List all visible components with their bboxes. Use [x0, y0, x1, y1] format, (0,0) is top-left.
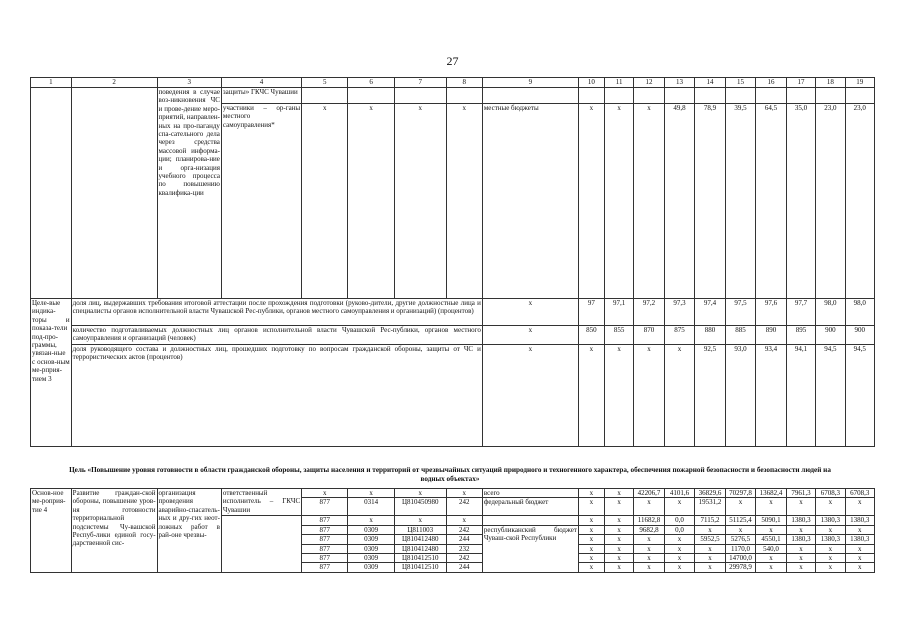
- header-cell: 9: [482, 78, 578, 88]
- value-cell: 92,5: [695, 345, 726, 447]
- value-cell: 23,0: [845, 104, 874, 299]
- value-cell: 98,0: [816, 299, 845, 326]
- header-cell: 10: [578, 78, 604, 88]
- value-cell: 890: [756, 326, 787, 345]
- cell: х: [348, 489, 394, 498]
- value-cell: х: [604, 544, 633, 553]
- value-cell: х: [786, 554, 815, 563]
- value-cell: 880: [695, 326, 726, 345]
- value-cell: 29978,9: [725, 563, 756, 572]
- cell: х: [446, 104, 482, 299]
- value-cell: 94,5: [845, 345, 874, 447]
- value-cell: 5952,5: [695, 535, 726, 544]
- value-cell: х: [695, 563, 726, 572]
- cell: 0314: [348, 498, 394, 516]
- value-cell: х: [664, 563, 695, 572]
- cell: Ц810450980: [394, 498, 446, 516]
- value-cell: х: [664, 345, 695, 447]
- indicator-text: доля лиц, выдержавших требования итоговой аттестации после прохождения подготовки (руково-дители, другие должностные лица и специалисты органов исполнительной власти Чувашской Рес-публики, органов местного самоуправления и организаций) (процентов): [71, 299, 482, 326]
- value-cell: х: [786, 563, 815, 572]
- value-cell: 35,0: [786, 104, 815, 299]
- indicator-text: количество подготавливаемых должностных лиц органов исполнительной власти Чувашской Рес-публики, органов местного самоуправления и организаций (человек): [71, 326, 482, 345]
- value-cell: х: [634, 498, 665, 516]
- table-row: [31, 88, 875, 104]
- cell: 877: [302, 525, 348, 534]
- cell: 0309: [348, 544, 394, 553]
- value-cell: 49,8: [664, 104, 695, 299]
- value-cell: х: [634, 544, 665, 553]
- value-cell: 36829,6: [695, 489, 726, 498]
- value-cell: х: [725, 525, 756, 534]
- cell: х: [348, 104, 394, 299]
- value-cell: 94,5: [816, 345, 845, 447]
- value-cell: 875: [664, 326, 695, 345]
- value-cell: х: [845, 525, 874, 534]
- value-cell: 78,9: [695, 104, 726, 299]
- value-cell: 94,1: [786, 345, 815, 447]
- value-cell: х: [664, 544, 695, 553]
- cell: 877: [302, 544, 348, 553]
- value-cell: х: [756, 563, 787, 572]
- indicator-row: [31, 299, 875, 326]
- program-table-bottom: [30, 488, 875, 573]
- header-cell: 8: [446, 78, 482, 88]
- value-cell: 64,5: [756, 104, 787, 299]
- value-cell: 42206,7: [634, 489, 665, 498]
- header-cell: 18: [816, 78, 845, 88]
- cell: 877: [302, 554, 348, 563]
- value-cell: х: [725, 498, 756, 516]
- cell: 242: [446, 554, 482, 563]
- value-cell: х: [578, 535, 604, 544]
- header-cell: 17: [786, 78, 815, 88]
- cell: 242: [446, 525, 482, 534]
- participants: участники – ор-ганы местного самоуправления*: [221, 104, 301, 299]
- cell: Ц810412510: [394, 563, 446, 572]
- value-cell: 900: [816, 326, 845, 345]
- cell: х: [446, 516, 482, 525]
- value-cell: х: [634, 554, 665, 563]
- value-cell: х: [786, 498, 815, 516]
- value-cell: 98,0: [845, 299, 874, 326]
- header-cell: 13: [664, 78, 695, 88]
- value-cell: х: [578, 104, 604, 299]
- value-cell: 5276,5: [725, 535, 756, 544]
- value-cell: 1380,3: [786, 535, 815, 544]
- value-cell: 6708,3: [845, 489, 874, 498]
- cell: 877: [302, 535, 348, 544]
- value-cell: х: [634, 535, 665, 544]
- header-cell: 3: [157, 78, 221, 88]
- indicator-row: [31, 326, 875, 345]
- value-cell: 4550,1: [756, 535, 787, 544]
- value-cell: х: [816, 498, 845, 516]
- header-cell: 12: [634, 78, 665, 88]
- cell: х: [482, 345, 578, 447]
- value-cell: х: [578, 516, 604, 525]
- header-row: [31, 78, 875, 88]
- cell: х: [446, 489, 482, 498]
- value-cell: х: [578, 544, 604, 553]
- main-activity-name: Развитие граждан-ской обороны, повышение уров-ня готовности территориальной подсистемы Чу-вашской Респуб-лики единой госу-дарственной сис-: [71, 489, 157, 573]
- value-cell: 7961,3: [786, 489, 815, 498]
- value-cell: х: [816, 554, 845, 563]
- value-cell: 7115,2: [695, 516, 726, 525]
- header-cell: 6: [348, 78, 394, 88]
- cell: 877: [302, 563, 348, 572]
- value-cell: 855: [604, 326, 633, 345]
- value-cell: х: [578, 525, 604, 534]
- main-activity-label: Основ-ное ме-роприя-тие 4: [31, 489, 72, 573]
- funding-source: федеральный бюджет: [482, 498, 578, 516]
- cell: х: [348, 516, 394, 525]
- value-cell: 11682,8: [634, 516, 665, 525]
- value-cell: 1380,3: [845, 535, 874, 544]
- value-cell: 1170,0: [725, 544, 756, 553]
- cell: 242: [446, 498, 482, 516]
- value-cell: 93,0: [725, 345, 756, 447]
- value-cell: х: [664, 498, 695, 516]
- cell: х: [394, 516, 446, 525]
- value-cell: 0,0: [664, 516, 695, 525]
- value-cell: 19531,2: [695, 498, 726, 516]
- value-cell: х: [756, 498, 787, 516]
- cell: 0309: [348, 554, 394, 563]
- value-cell: х: [634, 104, 665, 299]
- value-cell: х: [578, 345, 604, 447]
- cell: 244: [446, 535, 482, 544]
- value-cell: х: [604, 535, 633, 544]
- value-cell: х: [695, 554, 726, 563]
- value-cell: 97: [578, 299, 604, 326]
- table-row: [31, 489, 875, 498]
- goal-heading: Цель «Повышение уровня готовности в области гражданской обороны, защиты населения и территорий от чрезвычайных ситуаций природного и техногенного характера, обеспечения пожарной безопасности и безопасности людей на водных объектах»: [69, 466, 831, 483]
- value-cell: х: [604, 554, 633, 563]
- funding-source: республиканский бюджет Чуваш-ской Республики: [482, 525, 578, 572]
- value-cell: 97,3: [664, 299, 695, 326]
- value-cell: х: [578, 489, 604, 498]
- value-cell: 6708,3: [816, 489, 845, 498]
- value-cell: 97,4: [695, 299, 726, 326]
- value-cell: 1380,3: [816, 535, 845, 544]
- value-cell: 1380,3: [845, 516, 874, 525]
- cell: 232: [446, 544, 482, 553]
- value-cell: х: [816, 563, 845, 572]
- cell: 877: [302, 498, 348, 516]
- value-cell: 900: [845, 326, 874, 345]
- cell: 0309: [348, 563, 394, 572]
- cell: 0309: [348, 525, 394, 534]
- responsible-executor: ответственный исполнитель – ГКЧС Чувашии: [221, 489, 301, 516]
- value-cell: 97,7: [786, 299, 815, 326]
- value-cell: 97,5: [725, 299, 756, 326]
- value-cell: 1380,3: [816, 516, 845, 525]
- header-cell: 4: [221, 78, 301, 88]
- cell: 877: [302, 516, 348, 525]
- cell: х: [302, 489, 348, 498]
- cell: х: [482, 326, 578, 345]
- value-cell: х: [578, 563, 604, 572]
- cell: 244: [446, 563, 482, 572]
- value-cell: х: [695, 525, 726, 534]
- header-cell: 11: [604, 78, 633, 88]
- cell: Ц810412480: [394, 535, 446, 544]
- value-cell: х: [695, 544, 726, 553]
- value-cell: 9682,8: [634, 525, 665, 534]
- value-cell: х: [845, 498, 874, 516]
- indicator-row: [31, 345, 875, 447]
- value-cell: 4101,6: [664, 489, 695, 498]
- header-cell: 5: [302, 78, 348, 88]
- cell: х: [302, 104, 348, 299]
- value-cell: х: [816, 544, 845, 553]
- activity-description: поведения в случае воз-никновения ЧС и прове-дение меро-приятий, направлен-ных на про-паганду спа-сательного дела через средства массовой информа-ции; планирова-ние и орга-низация учебного процесса по повышению квалифика-ции: [157, 88, 221, 299]
- cell: Ц810412480: [394, 544, 446, 553]
- value-cell: 97,2: [634, 299, 665, 326]
- value-cell: х: [604, 498, 633, 516]
- cell: Ц810412510: [394, 554, 446, 563]
- header-cell: 2: [71, 78, 157, 88]
- indicators-label: Целе-вые индика-торы и показа-тели под-про-граммы, увязан-ные с основ-ным ме-рприя-тием 3: [31, 299, 72, 447]
- value-cell: х: [786, 544, 815, 553]
- funding-source: местные бюджеты: [482, 104, 578, 299]
- cell: х: [482, 299, 578, 326]
- value-cell: х: [604, 516, 633, 525]
- value-cell: 39,5: [725, 104, 756, 299]
- value-cell: 14700,0: [725, 554, 756, 563]
- value-cell: х: [634, 345, 665, 447]
- value-cell: 51125,4: [725, 516, 756, 525]
- value-cell: 70297,8: [725, 489, 756, 498]
- value-cell: х: [845, 554, 874, 563]
- funding-source: всего: [482, 489, 578, 498]
- value-cell: 895: [786, 326, 815, 345]
- cell: Ц811003: [394, 525, 446, 534]
- value-cell: х: [845, 544, 874, 553]
- page-number: 27: [446, 54, 459, 68]
- funding-source: [482, 516, 578, 525]
- activity-description: организация проведения аварийно-спасатель-ных и дру-гих неот-ложных работ в рай-оне чрезвы-: [157, 489, 221, 573]
- value-cell: х: [664, 535, 695, 544]
- value-cell: х: [604, 489, 633, 498]
- cell: 0309: [348, 535, 394, 544]
- value-cell: х: [604, 345, 633, 447]
- program-table-top: [30, 77, 875, 447]
- value-cell: х: [604, 104, 633, 299]
- value-cell: 5090,1: [756, 516, 787, 525]
- value-cell: х: [756, 525, 787, 534]
- value-cell: х: [786, 525, 815, 534]
- value-cell: 97,6: [756, 299, 787, 326]
- value-cell: 93,4: [756, 345, 787, 447]
- value-cell: х: [578, 554, 604, 563]
- header-cell: 15: [725, 78, 756, 88]
- value-cell: х: [604, 563, 633, 572]
- header-cell: 19: [845, 78, 874, 88]
- value-cell: 850: [578, 326, 604, 345]
- value-cell: 23,0: [816, 104, 845, 299]
- value-cell: х: [578, 498, 604, 516]
- value-cell: х: [816, 525, 845, 534]
- value-cell: 870: [634, 326, 665, 345]
- header-cell: 16: [756, 78, 787, 88]
- value-cell: х: [664, 554, 695, 563]
- indicator-text: доля руководящего состава и должностных лиц, прошедших подготовку по вопросам гражданской обороны, защиты от ЧС и террористических актов (процентов): [71, 345, 482, 447]
- value-cell: х: [634, 563, 665, 572]
- value-cell: 885: [725, 326, 756, 345]
- value-cell: х: [756, 554, 787, 563]
- cell: х: [394, 104, 446, 299]
- value-cell: х: [604, 525, 633, 534]
- header-cell: 14: [695, 78, 726, 88]
- value-cell: 1380,3: [786, 516, 815, 525]
- header-cell: 7: [394, 78, 446, 88]
- cell: х: [394, 489, 446, 498]
- value-cell: х: [845, 563, 874, 572]
- value-cell: 540,0: [756, 544, 787, 553]
- responsible-executor: защиты» ГКЧС Чувашии: [221, 88, 301, 104]
- value-cell: 13682,4: [756, 489, 787, 498]
- value-cell: 97,1: [604, 299, 633, 326]
- header-cell: 1: [31, 78, 72, 88]
- value-cell: 0,0: [664, 525, 695, 534]
